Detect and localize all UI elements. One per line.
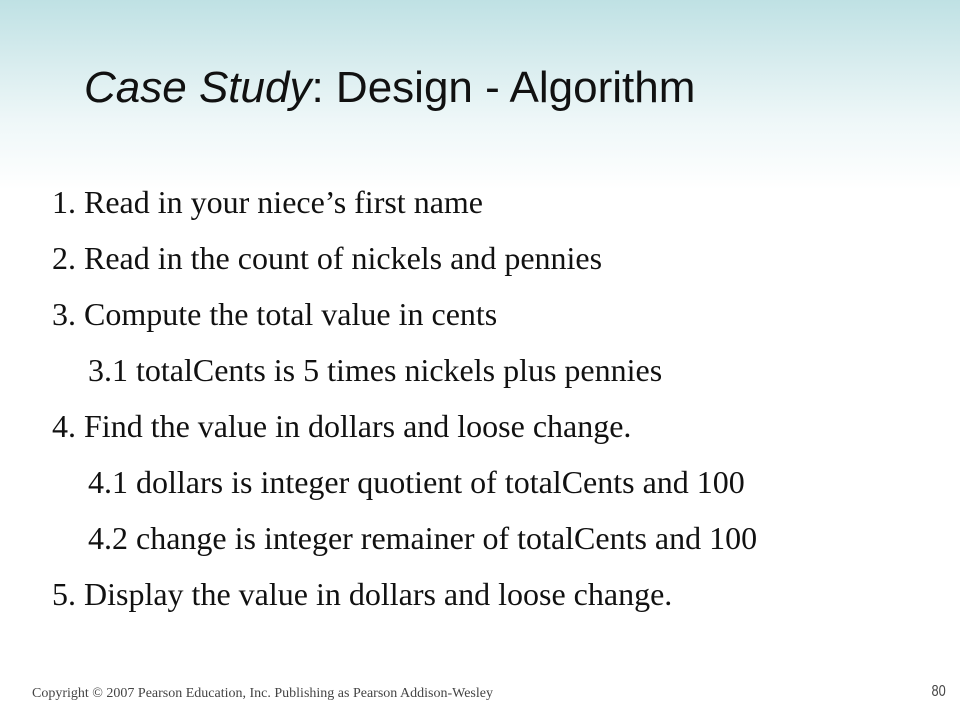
algorithm-substep: 3.1 totalCents is 5 times nickels plus pennies [88, 352, 663, 388]
slide-title [84, 60, 695, 116]
algorithm-step: 3. Compute the total value in cents [52, 296, 498, 332]
algorithm-step: 1. Read in your niece’s first name [52, 184, 483, 220]
algorithm-step: 2. Read in the count of nickels and pennies [52, 240, 603, 276]
slide-title-rest: : Design - Algorithm [311, 63, 696, 112]
algorithm-substep: 4.2 change is integer remainer of totalCents and 100 [88, 520, 758, 556]
algorithm-step: 4. Find the value in dollars and loose change. [52, 408, 632, 444]
algorithm-step: 5. Display the value in dollars and loose change. [52, 576, 673, 612]
algorithm-step-list [52, 174, 757, 622]
algorithm-substep: 4.1 dollars is integer quotient of totalCents and 100 [88, 464, 745, 500]
slide-title-italic: Case Study [84, 63, 312, 112]
footer-copyright: Copyright © 2007 Pearson Education, Inc. Publishing as Pearson Addison-Wesley [32, 686, 493, 701]
slide-page-number: 80 [931, 683, 946, 700]
